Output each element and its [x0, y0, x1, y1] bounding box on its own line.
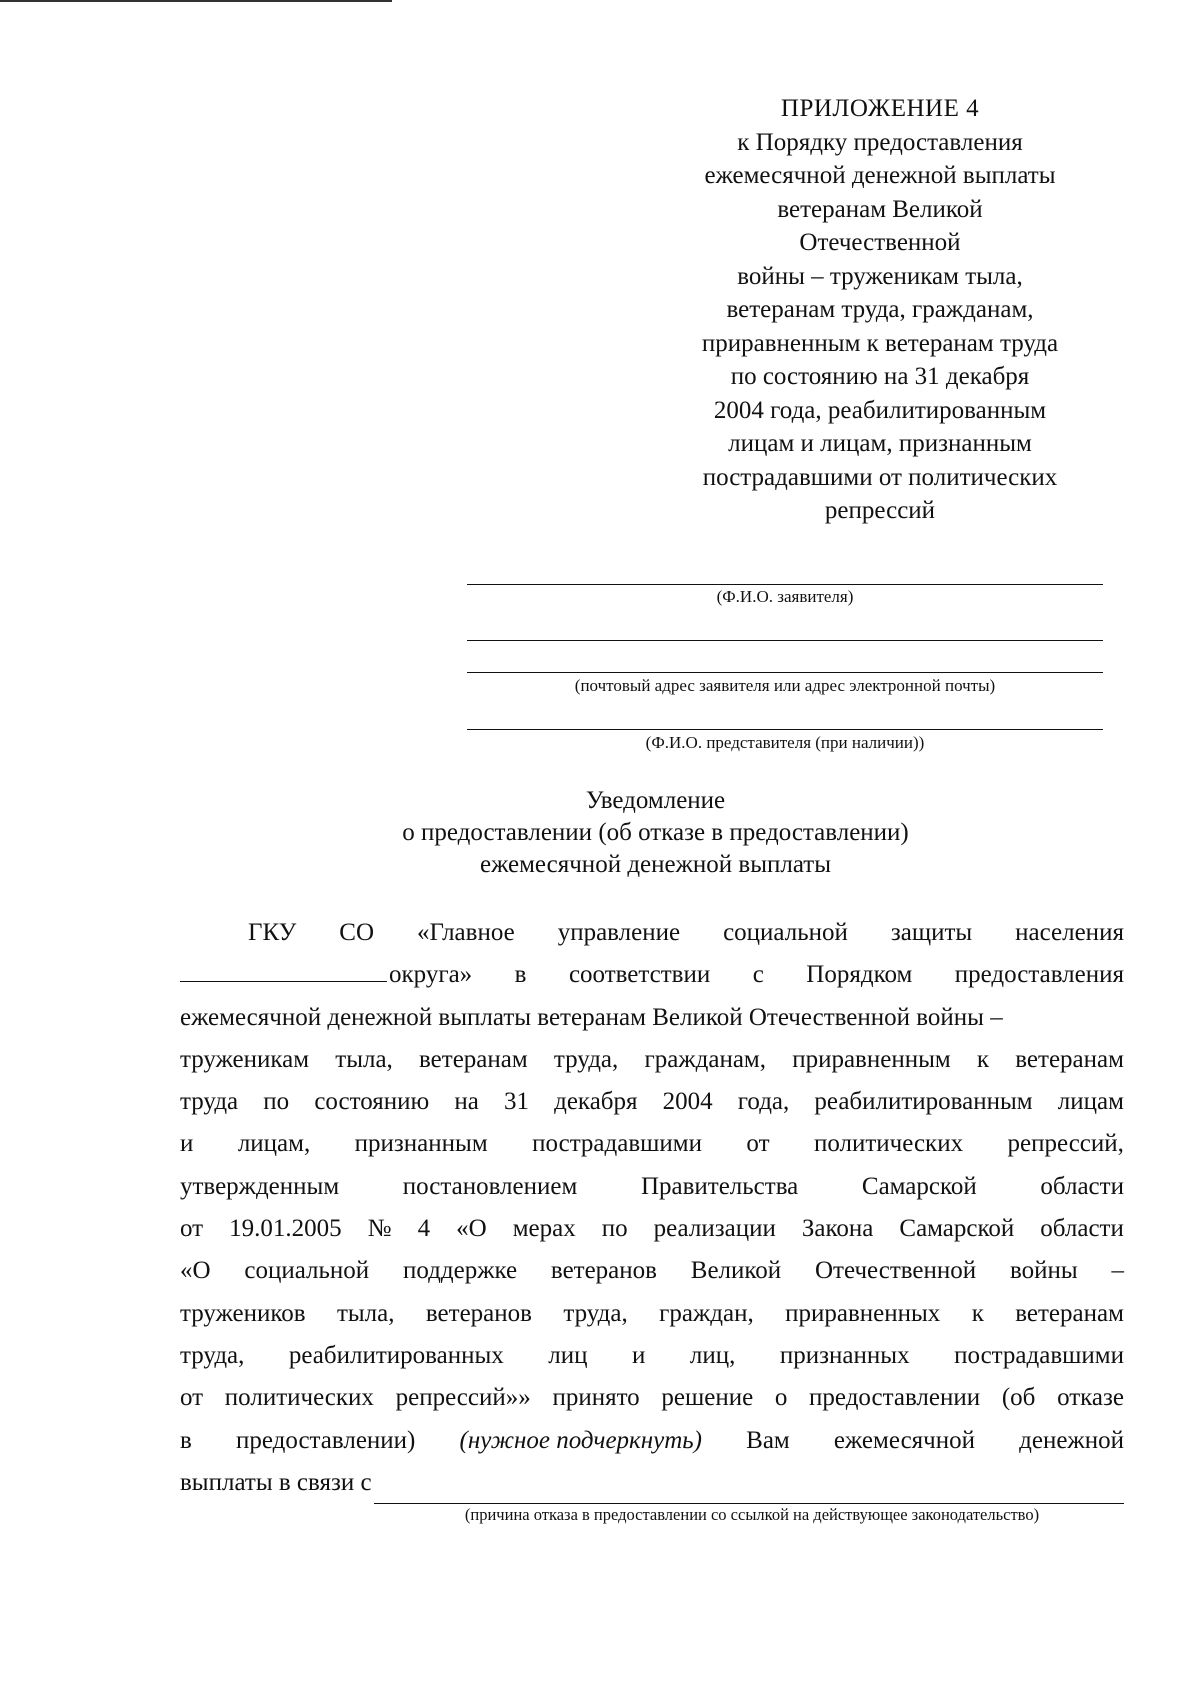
address-caption: (почтовый адрес заявителя или адрес электронной почты) — [574, 676, 996, 695]
body-line: утвержденным постановлением Правительства Самарской области — [180, 1172, 1124, 1200]
annex-line: лицам и лицам, признанным — [728, 430, 1032, 457]
body-line: от 19.01.2005 № 4 «О мерах по реализации Закона Самарской области — [180, 1215, 1124, 1243]
representative-line — [467, 729, 1103, 730]
notice-body — [180, 912, 1124, 1504]
body-line: ежемесячной денежной выплаты ветеранам Великой Отечественной войны – — [180, 1003, 1003, 1031]
annex-header — [640, 92, 1120, 528]
reason-blank — [374, 1473, 1124, 1504]
annex-line: репрессий — [824, 497, 936, 524]
body-line: ГКУ СО «Главное управление социальной защиты населения — [248, 919, 1124, 946]
applicant-name-line — [467, 584, 1103, 585]
annex-line: Отечественной — [799, 229, 961, 256]
notice-heading — [180, 785, 1131, 881]
reason-line-row — [180, 1462, 1124, 1504]
body-line: труда по состоянию на 31 декабря 2004 года, реабилитированным лицам — [180, 1088, 1124, 1116]
notice-title: Уведомление — [585, 787, 726, 814]
notice-subtitle: ежемесячной денежной выплаты — [479, 851, 832, 878]
annex-line: пострадавшими от политических — [702, 463, 1058, 491]
body-line: тружеников тыла, ветеранов труда, граждан, приравненных к ветеранам — [180, 1299, 1124, 1327]
reason-caption: (причина отказа в предоставлении со ссылкой на действующее законодательство) — [464, 1505, 1040, 1524]
top-border-line — [0, 0, 392, 2]
annex-line: ветеранам Великой — [777, 195, 983, 223]
notice-subtitle: о предоставлении (об отказе в предоставлении) — [402, 819, 909, 846]
body-line: в предоставлении) (нужное подчеркнуть) Вам ежемесячной денежной — [180, 1420, 1124, 1462]
district-blank — [180, 955, 387, 982]
annex-line: ежемесячной денежной выплаты — [704, 162, 1056, 189]
annex-line: по состоянию на 31 декабря — [730, 363, 1030, 390]
annex-line: войны – труженикам тыла, — [737, 262, 1023, 290]
annex-line: ветеранам труда, гражданам, — [726, 296, 1034, 323]
underline-instruction: (нужное подчеркнуть) — [459, 1426, 703, 1454]
body-line: труженикам тыла, ветеранам труда, гражданам, приравненным к ветеранам — [180, 1045, 1124, 1073]
body-line: труда, реабилитированных лиц и лиц, признанных пострадавшими — [180, 1341, 1124, 1369]
annex-line: 2004 года, реабилитированным — [713, 396, 1047, 424]
annex-title: ПРИЛОЖЕНИЕ 4 — [780, 95, 980, 122]
applicant-name-caption: (Ф.И.О. заявителя) — [716, 587, 854, 606]
annex-line: к Порядку предоставления — [737, 128, 1023, 156]
address-line-2 — [467, 672, 1103, 673]
body-line: округа» в соответствии с Порядком предоставления — [180, 954, 1124, 996]
representative-caption: (Ф.И.О. представителя (при наличии)) — [645, 733, 925, 752]
body-line: «О социальной поддержке ветеранов Великой Отечественной войны – — [180, 1257, 1124, 1285]
address-line-1 — [467, 640, 1103, 641]
annex-line: приравненным к ветеранам труда — [701, 329, 1059, 357]
body-line: и лицам, признанным пострадавшими от политических репрессий, — [180, 1130, 1124, 1158]
body-line: выплаты в связи с — [180, 1468, 372, 1496]
body-line: от политических репрессий»» принято решение о предоставлении (об отказе — [180, 1384, 1124, 1412]
